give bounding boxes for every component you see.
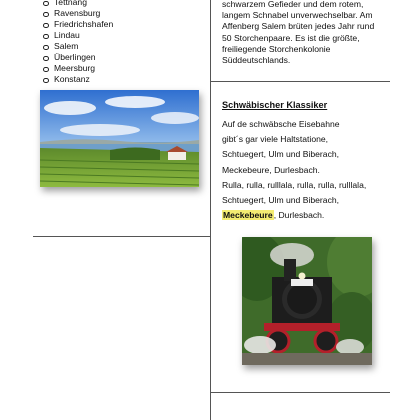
paragraph-line: 50 Storchenpaare. Es ist die größte, [222,32,360,43]
poem [222,117,366,223]
list-item: Meersburg [54,63,113,74]
paragraph-line: Affenberg Salem brüten jedes Jahr rund [222,21,375,32]
steam-locomotive-photo [242,237,372,365]
highlighted-word: Meckebeure [223,210,273,221]
paragraph-line: Süddeutschlands. [222,55,291,66]
row-divider [210,392,390,393]
column-divider [210,0,211,420]
lake-vineyard-photo [40,90,199,187]
poem-line: Auf de schwäbsche Eisebahne [222,119,340,129]
list-item: Friedrichshafen [54,19,114,29]
list-item: Lindau [54,30,113,41]
poem-line: Schtuegert, Ulm und Biberach, [222,194,340,205]
poem-line: gibt´s gar viele Haltstatione, [222,134,329,145]
poem-line: Schtuegert, Ulm und Biberach, [222,149,340,160]
paragraph-line: schwarzem Gefieder und dem rotem, [222,0,364,9]
list-item: Tettnang [54,0,113,8]
poem-line: Rulla, rulla, rulllala, rulla, rulla, rulllala, [222,179,367,190]
city-list [40,0,113,85]
list-item: Überlingen [54,52,113,63]
list-item: Ravensburg [54,8,113,19]
row-divider [33,236,210,237]
poem-line-rest: , Durlesbach. [273,210,325,221]
list-item: Konstanz [54,74,113,85]
row-divider [210,81,390,82]
poem-line: Meckebeure, Durlesbach. [222,164,320,175]
paragraph-line: langem Schnabel unverwechselbar. Am [222,10,373,21]
poem-line [222,208,366,223]
section-heading: Schwäbischer Klassiker [222,100,328,110]
stork-paragraph [222,0,392,66]
list-item: Salem [54,41,113,52]
paragraph-line: freiliegende Storchenkolonie [222,43,331,54]
